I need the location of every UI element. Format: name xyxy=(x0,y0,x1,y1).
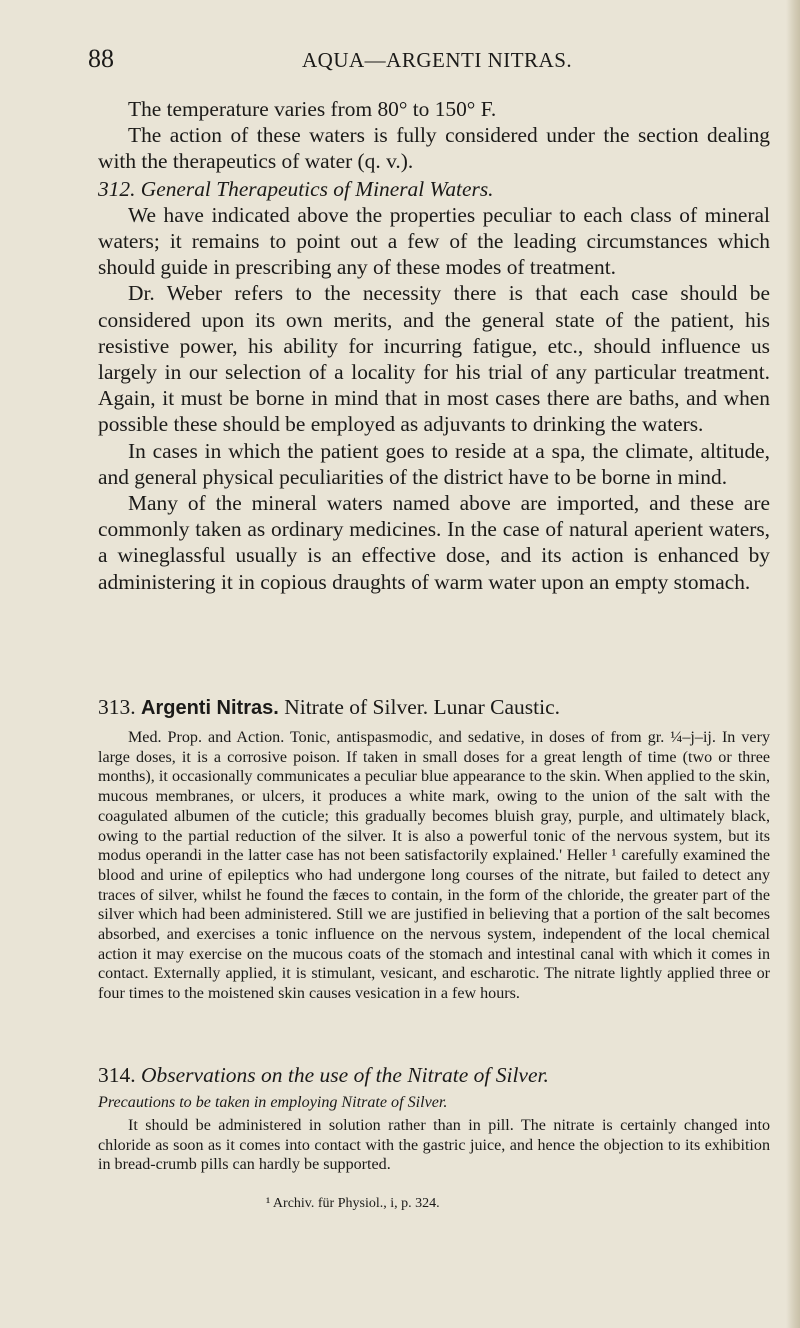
footnote: ¹ Archiv. für Physiol., i, p. 324. xyxy=(266,1196,440,1211)
section-313-number: 313. xyxy=(98,695,136,719)
paragraph: The action of these waters is fully considered under the section dealing with the therapeutics of water (q. v.). xyxy=(98,123,770,174)
section-314-subtitle: Precautions to be taken in employing Nitrate of Silver. xyxy=(98,1094,448,1111)
section-314-title: Observations on the use of the Nitrate of Silver. xyxy=(141,1063,549,1087)
section-314-heading xyxy=(98,1063,770,1088)
section-313-heading xyxy=(98,695,770,720)
main-text xyxy=(98,96,770,595)
paragraph: The temperature varies from 80° to 150° F. xyxy=(128,97,497,121)
section-313-title: Argenti Nitras. xyxy=(141,697,279,719)
paragraph: We have indicated above the properties peculiar to each class of mineral waters; it remains to point out a few of the leading circumstances which should guide in prescribing any of these modes of treatment. xyxy=(98,202,770,280)
section-314-number: 314. xyxy=(98,1063,136,1087)
section-313-body xyxy=(98,728,770,1004)
paragraph: In cases in which the patient goes to reside at a spa, the climate, altitude, and general physical peculiarities of the district have to be borne in mind. xyxy=(98,438,770,489)
section-313-text: Med. Prop. and Action. Tonic, antispasmodic, and sedative, in doses of from gr. ¼–j–ij. In very large doses, it is a corrosive poison. If taken in small doses for a great length of time (two or three months), it occasionally communicates a peculiar blue appearance to the skin. When applied to the skin, mucous membranes, or ulcers, it produces a white mark, owing to the union of the salt with the coagulated albumen of the cuticle; this gradually becomes bluish gray, purple, and ultimately black, owing to the partial reduction of the silver. It is also a powerful tonic of the nervous system, but its modus operandi in the latter case has not been satisfactorily explained.' Heller ¹ carefully examined the blood and urine of epileptics who had undergone long courses of the nitrate, but failed to detect any traces of silver, whilst he found the fæces to contain, in the form of the chloride, the greater part of the silver which had been administered. Still we are justified in believing that a portion of the salt becomes absorbed, and exercises a tonic influence on the nervous system, independent of the local chemical action it may exercise on the mucous coats of the stomach and intestinal canal with which it comes in contact. Externally applied, it is stimulant, vesicant, and escharotic. The nitrate lightly applied three or four times to the moistened skin causes vesication in a few hours. xyxy=(98,729,770,1003)
page-edge-shadow xyxy=(786,0,800,1328)
section-314-text: It should be administered in solution rather than in pill. The nitrate is certainly changed into chloride as soon as it comes into contact with the gastric juice, and hence the objection to its exhibition in bread-crumb pills can hardly be supported. xyxy=(98,1117,770,1174)
section-313-subtitle: Nitrate of Silver. Lunar Caustic. xyxy=(284,695,561,719)
paragraph: Many of the mineral waters named above are imported, and these are commonly taken as ordinary medicines. In the case of natural aperient waters, a wineglassful usually is an effective dose, and its action is enhanced by administering it in copious draughts of warm water upon an empty stomach. xyxy=(98,491,770,594)
section-314-body xyxy=(98,1116,770,1175)
section-312-heading: 312. General Therapeutics of Mineral Waters. xyxy=(98,176,494,201)
page-header xyxy=(88,44,708,74)
paragraph: Dr. Weber refers to the necessity there is that each case should be considered upon its own merits, and the general state of the patient, his resistive power, his ability for incurring fatigue, etc., should influence us largely in our selection of a locality for his trial of any particular treatment. Again, it must be borne in mind that in most cases there are baths, and when possible these should be employed as adjuvants to drinking the waters. xyxy=(98,281,770,437)
page-number: 88 xyxy=(88,44,114,73)
running-title: AQUA—ARGENTI NITRAS. xyxy=(302,48,573,72)
